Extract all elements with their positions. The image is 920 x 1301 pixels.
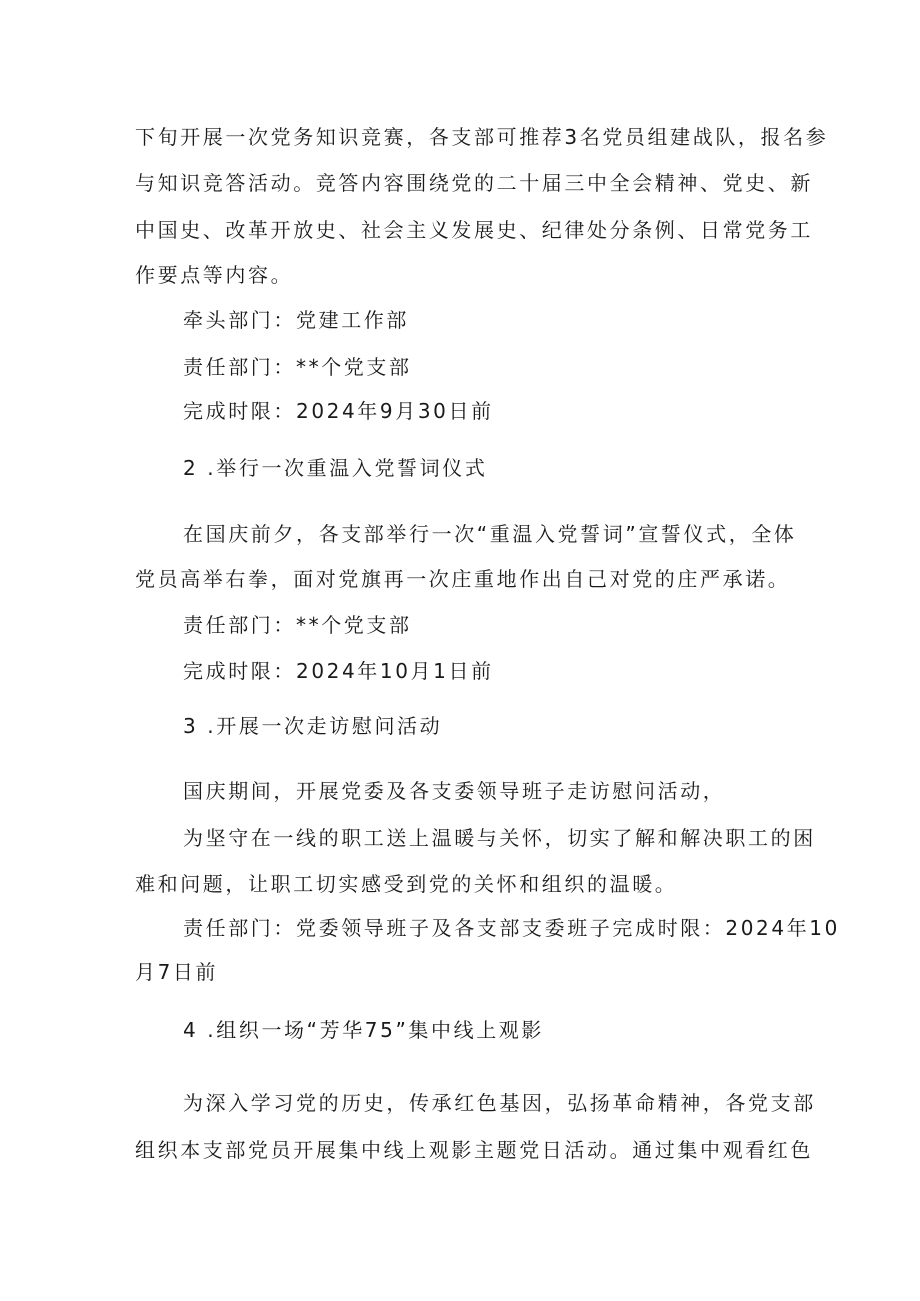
s3-heading: 3 .开展一次走访慰问活动 [183,714,443,738]
s2-body-line-2: 党员高举右拳，面对党旗再一次庄重地作出自己对党的庄严承诺。 [135,567,791,591]
s1-body-line-2: 与知识竞答活动。竞答内容围绕党的二十届三中全会精神、党史、新 [135,171,813,195]
s2-resp-dept: 责任部门：**个党支部 [183,613,412,637]
s3-body-line-1: 国庆期间，开展党委及各支委领导班子走访慰问活动， [183,779,726,803]
s4-body-line-1: 为深入学习党的历史，传承红色基因，弘扬革命精神，各党支部 [183,1091,816,1115]
s1-deadline: 完成时限：2024年9月30日前 [183,399,494,423]
s1-lead-dept: 牵头部门：党建工作部 [183,308,409,332]
s3-resp-deadline: 责任部门：党委领导班子及各支部支委班子完成时限：2024年10 [183,916,840,940]
s2-heading: 2 .举行一次重温入党誓词仪式 [183,456,488,480]
s4-body-line-2: 组织本支部党员开展集中线上观影主题党日活动。通过集中观看红色 [135,1138,813,1162]
s1-body-line-4: 作要点等内容。 [135,263,294,287]
s1-resp-dept: 责任部门：**个党支部 [183,355,412,379]
s2-body-line-1: 在国庆前夕，各支部举行一次“重温入党誓词”宣誓仪式，全体 [183,522,797,546]
s2-deadline: 完成时限：2024年10月1日前 [183,659,494,683]
s1-body-line-3: 中国史、改革开放史、社会主义发展史、纪律处分条例、日常党务工 [135,218,813,242]
s1-body-line-1: 下旬开展一次党务知识竞赛，各支部可推荐3名党员组建战队，报名参 [135,125,829,149]
s3-body-line-3: 难和问题，让职工切实感受到党的关怀和组织的温暖。 [135,872,678,896]
s3-deadline-cont: 月7日前 [135,960,219,984]
s4-heading: 4 .组织一场“芳华75”集中线上观影 [183,1018,545,1042]
s3-body-line-2: 为坚守在一线的职工送上温暖与关怀，切实了解和解决职工的困 [183,826,816,850]
